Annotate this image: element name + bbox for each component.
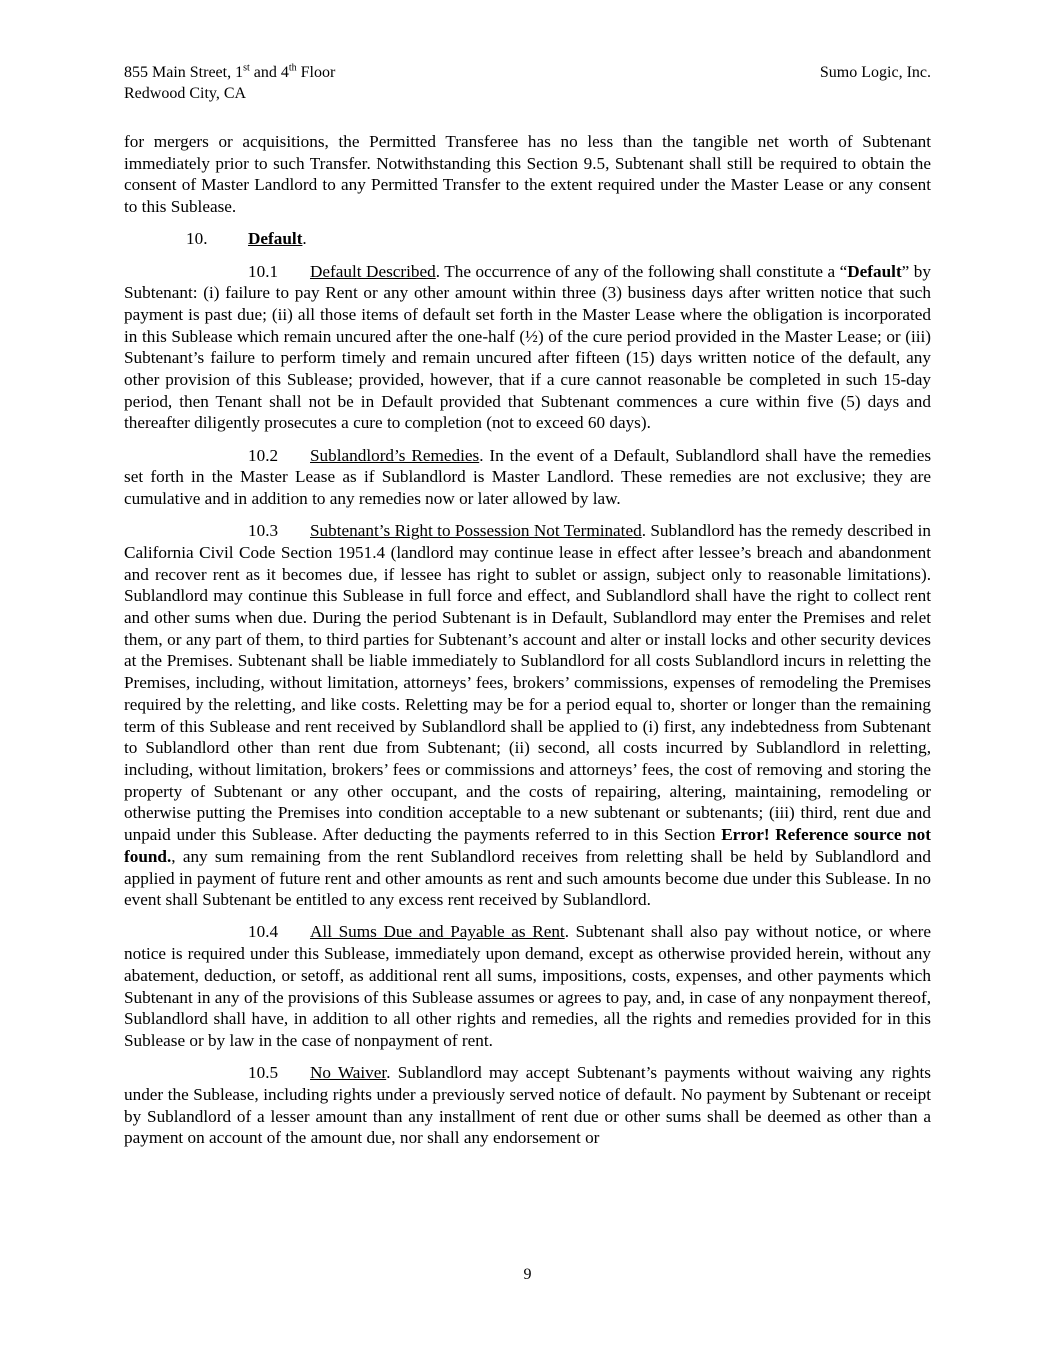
subsection-heading: All Sums Due and Payable as Rent [310,922,565,942]
subsection-number: 10.3 [248,521,279,541]
section-10-3: 10.3 Subtenant’s Right to Possession Not Terminated. Sublandlord has the remedy described in California Civil Code Section 1951.4 (landlord may continue lease in effect after lessee’s breach and abandonment and recover rent as it becomes due, if lessee has right to sublet or assign, subject only to reasonable limitations). Sublandlord may continue this Sublease in full force and effect, and Sublandlord shall have the right to collect rent and other sums when due. During the period Subtenant is in Default, Sublandlord may enter the Premises and relet them, or any part of them, to third parties for Subtenant’s account and alter or install locks and other security devices at the Premises. Subtenant shall be liable immediately to Sublandlord for all costs Sublandlord incurs in reletting the Premises, including, without limitation, attorneys’ fees, brokers’ commissions, expenses of remodeling the Premises required by the reletting, and like costs. Reletting may be for a period equal to, shorter or longer than the remaining term of this Sublease and rent received by Sublandlord shall be applied to (i) first, any indebtedness from Subtenant to Sublandlord other than rent due from Subtenant; (ii) second, all costs incurred by Sublandlord in reletting, including, without limitation, brokers’ fees or commissions and attorneys’ fees, the cost of removing and storing the property of Subtenant or any other occupant, and the costs of repairing, altering, maintaining, remodeling or otherwise putting the Premises into condition acceptable to a new subtenant or subtenants; (iii) third, rent due and unpaid under this Sublease. After deducting the payments referred to in this Section Error! Reference source not found., any sum remaining from the rent Sublandlord receives from reletting shall be held by Sublandlord and applied in payment of future rent and other amounts as rent and such amounts become due under this Sublease. In no event shall Subtenant be entitled to any excess rent received by Sublandlord. [124,521,931,910]
document-page [124,62,931,1159]
subsection-number: 10.2 [248,445,279,465]
subsection-heading: Sublandlord’s Remedies [310,445,480,465]
address-block [124,62,335,104]
body-text [124,131,931,1149]
section-10-5: 10.5 No Waiver. Sublandlord may accept Subtenant’s payments without waiving any rights under the Sublease, including rights under a previously served notice of default. No payment by Subtenant or receipt by Sublandlord of a lesser amount than any installment of rent due or other sums shall be deemed as other than a payment on account of the amount due, nor shall any endorsement or [124,1063,931,1148]
section-10-4: 10.4 All Sums Due and Payable as Rent. Subtenant shall also pay without notice, or where notice is required under this Sublease, immediately upon demand, except as otherwise provided herein, without any abatement, deduction, or setoff, as additional rent all sums, impositions, costs, expenses, and other payments which Subtenant in any of the provisions of this Sublease assumes or agrees to pay, and, in case of any nonpayment thereof, Sublandlord shall have, in addition to all other rights and remedies, all the rights and remedies provided for in this Sublease or by law in the case of nonpayment of rent. [124,922,931,1050]
defined-term: Default [847,261,902,281]
section-10-2: 10.2 Sublandlord’s Remedies. In the event of a Default, Sublandlord shall have the remedies set forth in the Master Lease as if Sublandlord is Master Landlord. These remedies are not exclusive; they are cumulative and in addition to any remedies now or later allowed by law. [124,445,932,509]
subsection-heading: Default Described [310,261,436,281]
subsection-number: 10.1 [248,261,279,281]
subsection-number: 10.5 [248,1063,279,1083]
company-name: Sumo Logic, Inc. [819,64,931,81]
section-10-1: 10.1 Default Described. The occurrence of any of the following shall constitute a “Default” by Subtenant: (i) failure to pay Rent or any other amount within three (3) business days after written notice that such payment is past due; (ii) all those items of default set forth in the Master Lease where the obligation is incorporated in this Sublease which remain uncured after the one-half (½) of the cure period provided in the Master Lease; or (iii) Subtenant’s failure to perform timely and remain uncured after fifteen (15) days written notice of the default, any other provision of this Sublease; provided, however, that if a cure cannot reasonable be completed in such 15-day period, then Tenant shall not be in Default provided that Subtenant commences a cure within five (5) days and thereafter diligently prosecutes a cure to completion (not to exceed 60 days). [124,261,931,433]
section-number: 10. [186,229,208,249]
address-line-1: 855 Main Street, 1st and 4th Floor [124,62,336,81]
subsection-number: 10.4 [248,922,279,942]
subsection-heading: Subtenant’s Right to Possession Not Terminated [310,521,642,541]
address-line-2: Redwood City, CA [124,85,247,102]
page-header [124,62,931,104]
intro-paragraph: for mergers or acquisitions, the Permitted Transferee has no less than the tangible net worth of Subtenant immediately prior to such Transfer. Notwithstanding this Section 9.5, Subtenant shall still be required to obtain the consent of Master Landlord to any Permitted Transfer to the extent required under the Master Lease or any consent to this Sublease. [124,132,931,217]
section-10-heading: 10. Default. [186,229,307,249]
subsection-heading: No Waiver [310,1063,387,1083]
reference-error: Error! Reference source not found. [124,825,931,866]
page-number: 9 [523,1266,532,1283]
section-title: Default [248,229,303,249]
